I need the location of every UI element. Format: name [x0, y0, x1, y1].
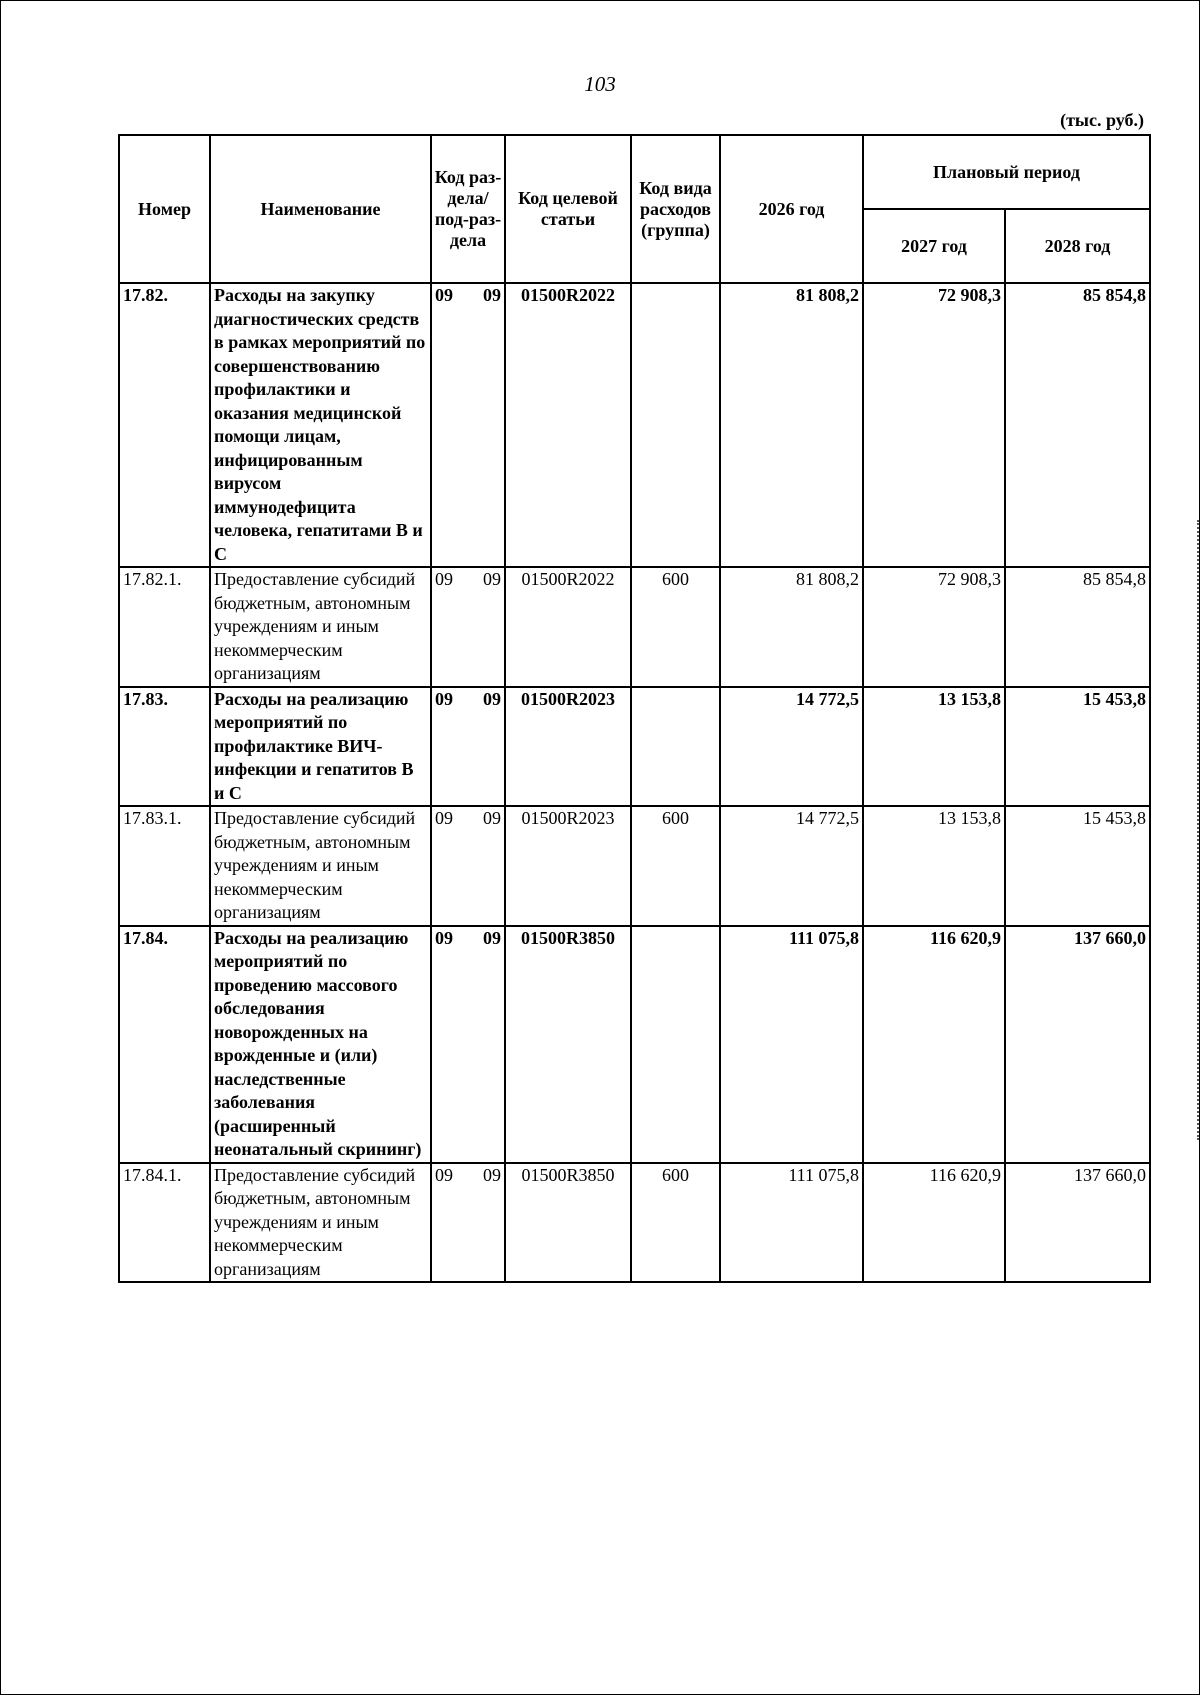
- row-number: 17.83.: [119, 687, 210, 807]
- row-target-code: 01500R2023: [505, 806, 631, 926]
- header-year-2027: 2027 год: [863, 209, 1005, 283]
- header-name: Наименование: [210, 135, 431, 283]
- table-header: [119, 135, 1150, 283]
- row-section-code: [431, 567, 505, 687]
- row-amount-2026: 111 075,8: [720, 1163, 863, 1283]
- row-name: Предоставление субсидий бюджетным, автономным учреждениям и иным некоммерческим организациям: [210, 1163, 431, 1283]
- row-target-code: 01500R2022: [505, 283, 631, 567]
- table-row: [119, 806, 1150, 926]
- row-subsection: 09: [483, 285, 501, 305]
- row-expense-type: [631, 926, 720, 1163]
- row-target-code: 01500R2022: [505, 567, 631, 687]
- table-row: [119, 567, 1150, 687]
- header-target: Код целевой статьи: [505, 135, 631, 283]
- row-amount-2026: 111 075,8: [720, 926, 863, 1163]
- row-amount-2028: 15 453,8: [1005, 687, 1150, 807]
- row-number: 17.83.1.: [119, 806, 210, 926]
- row-amount-2028: 85 854,8: [1005, 283, 1150, 567]
- row-amount-2027: 72 908,3: [863, 283, 1005, 567]
- row-subsection: 09: [483, 927, 501, 948]
- row-target-code: 01500R3850: [505, 1163, 631, 1283]
- row-section-code: [431, 926, 505, 1163]
- row-name: Расходы на закупку диагностических средств в рамках мероприятий по совершенствованию профилактики и оказания медицинской помощи лицам, инфицированным вирусом иммунодефицита человека, гепатитами В и С: [210, 283, 431, 567]
- table-row: [119, 926, 1150, 1163]
- row-section: 09: [435, 927, 453, 948]
- row-section: 09: [435, 285, 453, 305]
- row-amount-2027: 13 153,8: [863, 687, 1005, 807]
- row-amount-2028: 137 660,0: [1005, 926, 1150, 1163]
- row-number: 17.84.: [119, 926, 210, 1163]
- row-name: Расходы на реализацию мероприятий по проведению массового обследования новорожденных на врожденные и (или) наследственные заболевания (расширенный неонатальный скрининг): [210, 926, 431, 1163]
- row-amount-2027: 72 908,3: [863, 567, 1005, 687]
- row-section: 09: [435, 808, 453, 828]
- row-amount-2027: 116 620,9: [863, 1163, 1005, 1283]
- row-section: 09: [435, 569, 453, 589]
- row-name: Расходы на реализацию мероприятий по профилактике ВИЧ-инфекции и гепатитов В и С: [210, 687, 431, 807]
- row-section: 09: [435, 1164, 453, 1185]
- row-subsection: 09: [483, 808, 501, 828]
- header-number: Номер: [119, 135, 210, 283]
- row-amount-2026: 81 808,2: [720, 283, 863, 567]
- row-section-code: [431, 687, 505, 807]
- row-name: Предоставление субсидий бюджетным, автономным учреждениям и иным некоммерческим организациям: [210, 567, 431, 687]
- row-target-code: 01500R3850: [505, 926, 631, 1163]
- row-section-code: [431, 806, 505, 926]
- row-section: 09: [435, 688, 453, 709]
- header-section: Код раз-дела/ под-раз-дела: [431, 135, 505, 283]
- row-section-code: [431, 1163, 505, 1283]
- row-number: 17.82.: [119, 283, 210, 567]
- row-number: 17.84.1.: [119, 1163, 210, 1283]
- row-amount-2028: 137 660,0: [1005, 1163, 1150, 1283]
- row-expense-type: [631, 687, 720, 807]
- table-row: [119, 687, 1150, 807]
- row-target-code: 01500R2023: [505, 687, 631, 807]
- row-amount-2026: 14 772,5: [720, 687, 863, 807]
- row-expense-type: 600: [631, 567, 720, 687]
- row-subsection: 09: [483, 1164, 501, 1185]
- row-subsection: 09: [483, 569, 501, 589]
- units-label: (тыс. руб.): [1060, 110, 1144, 130]
- row-expense-type: [631, 283, 720, 567]
- page-number: 103: [584, 72, 616, 96]
- row-number: 17.82.1.: [119, 567, 210, 687]
- row-name: Предоставление субсидий бюджетным, автономным учреждениям и иным некоммерческим организациям: [210, 806, 431, 926]
- row-amount-2026: 14 772,5: [720, 806, 863, 926]
- row-amount-2028: 15 453,8: [1005, 806, 1150, 926]
- row-section-code: [431, 283, 505, 567]
- row-amount-2028: 85 854,8: [1005, 567, 1150, 687]
- table-body: [119, 283, 1150, 1282]
- header-year-2028: 2028 год: [1005, 209, 1150, 283]
- row-expense-type: 600: [631, 806, 720, 926]
- row-subsection: 09: [483, 688, 501, 709]
- header-expense-type: Код вида расходов (группа): [631, 135, 720, 283]
- table-row: [119, 283, 1150, 567]
- budget-table: [118, 134, 1151, 1283]
- row-amount-2027: 13 153,8: [863, 806, 1005, 926]
- table-row: [119, 1163, 1150, 1283]
- row-amount-2026: 81 808,2: [720, 567, 863, 687]
- header-planned-period: Плановый период: [863, 135, 1150, 209]
- row-amount-2027: 116 620,9: [863, 926, 1005, 1163]
- row-expense-type: 600: [631, 1163, 720, 1283]
- header-year-2026: 2026 год: [720, 135, 863, 283]
